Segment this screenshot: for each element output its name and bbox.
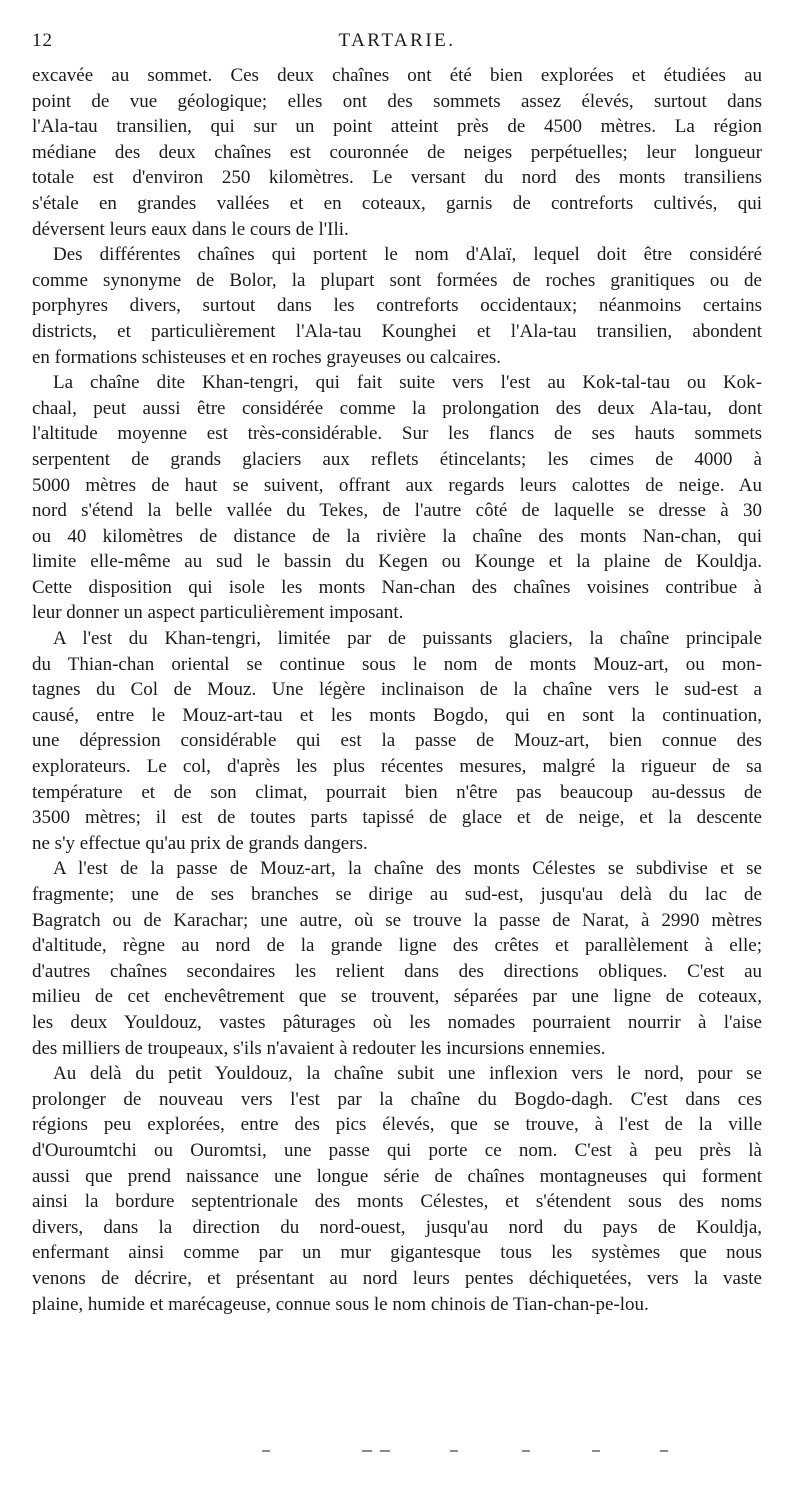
page-number: 12	[32, 30, 53, 51]
text-line: s'étale en grandes vallées et en coteaux, garnis de contreforts cultivés, qui	[32, 192, 762, 214]
text-line: une dépression considérable qui est la passe de Mouz-art, bien connue des	[32, 730, 762, 752]
text-line: districts, et particulièrement l'Ala-tau Kounghei et l'Ala-tau transilien, abondent	[32, 320, 762, 342]
paragraph	[32, 626, 762, 856]
text-line: fragmente; une de ses branches se dirige au sud-est, jusqu'au delà du lac de	[32, 884, 762, 905]
text-line: des milliers de troupeaux, s'ils n'avaient à redouter les incursions ennemies.	[32, 1037, 606, 1059]
text-line: déversent leurs eaux dans le cours de l'Ili.	[32, 218, 349, 240]
text-line: causé, entre le Mouz-art-tau et les monts Bogdo, qui en sont la continuation,	[32, 704, 762, 726]
footer-printer-marks	[250, 1450, 710, 1454]
text-line: serpentent de grands glaciers aux reflets étincelants; les cimes de 4000 à	[32, 448, 762, 470]
text-line: aussi que prend naissance une longue série de chaînes montagneuses qui forment	[32, 1165, 762, 1187]
text-line: prolonger de nouveau vers l'est par la chaîne du Bogdo-dagh. C'est dans ces	[32, 1088, 762, 1110]
text-line: Au delà du petit Youldouz, la chaîne subit une inflexion vers le nord, pour se	[53, 1063, 762, 1085]
text-line: excavée au sommet. Ces deux chaînes ont été bien explorées et étudiées au	[32, 65, 762, 86]
text-line: porphyres divers, surtout dans les contreforts occidentaux; néanmoins certains	[32, 295, 762, 317]
text-line: A l'est de la passe de Mouz-art, la chaîne des monts Célestes se subdivise et se	[53, 858, 762, 880]
body-text	[32, 63, 762, 1317]
text-line: chaal, peut aussi être considérée comme la prolongation des deux Ala-tau, dont	[32, 397, 762, 419]
text-line: l'altitude moyenne est très-considérable. Sur les flancs de ses hauts sommets	[32, 423, 762, 445]
text-line: en formations schisteuses et en roches grayeuses ou calcaires.	[32, 346, 502, 368]
text-line: médiane des deux chaînes est couronnée de neiges perpétuelles; leur longueur	[32, 141, 762, 163]
text-line: nord s'étend la belle vallée du Tekes, de l'autre côté de laquelle se dresse à 30	[32, 500, 762, 522]
text-line: comme synonyme de Bolor, la plupart sont formées de roches granitiques ou de	[32, 269, 762, 291]
text-line: l'Ala-tau transilien, qui sur un point atteint près de 4500 mètres. La région	[32, 116, 762, 138]
text-line: ou 40 kilomètres de distance de la rivière la chaîne des monts Nan-chan, qui	[32, 525, 762, 547]
text-line: ainsi la bordure septentrionale des monts Célestes, et s'étendent sous des noms	[32, 1191, 762, 1213]
text-line: leur donner un aspect particulièrement imposant.	[32, 602, 404, 624]
text-line: Des différentes chaînes qui portent le nom d'Alaï, lequel doit être considéré	[53, 244, 762, 266]
text-line: du Thian-chan oriental se continue sous le nom de monts Mouz-art, ou mon-	[32, 653, 762, 675]
text-line: régions peu explorées, entre des pics élevés, que se trouve, à l'est de la ville	[32, 1114, 762, 1136]
text-line: d'Ouroumtchi ou Ouromtsi, une passe qui porte ce nom. C'est à peu près là	[32, 1139, 762, 1161]
text-line: divers, dans la direction du nord-ouest, jusqu'au nord du pays de Kouldja,	[32, 1216, 762, 1238]
text-line: Cette disposition qui isole les monts Nan-chan des chaînes voisines contribue à	[32, 576, 762, 598]
text-line: La chaîne dite Khan-tengri, qui fait suite vers l'est au Kok-tal-tau ou Kok-	[53, 372, 762, 394]
page-header	[32, 30, 762, 60]
paragraph	[32, 242, 762, 370]
text-line: explorateurs. Le col, d'après les plus récentes mesures, malgré la rigueur de sa	[32, 756, 762, 778]
paragraph	[32, 856, 762, 1061]
text-line: 3500 mètres; il est de toutes parts tapissé de glace et de neige, et la descente	[32, 807, 762, 829]
text-line: Bagratch ou de Karachar; une autre, où se trouve la passe de Narat, à 2990 mètres	[32, 909, 762, 931]
text-line: tagnes du Col de Mouz. Une légère inclinaison de la chaîne vers le sud-est a	[32, 679, 762, 701]
text-line: A l'est du Khan-tengri, limitée par de puissants glaciers, la chaîne principale	[53, 628, 762, 650]
running-title: TARTARIE.	[338, 30, 456, 51]
paragraph	[32, 63, 762, 242]
paragraph	[32, 1061, 762, 1317]
text-line: d'altitude, règne au nord de la grande ligne des crêtes et parallèlement à elle;	[32, 935, 762, 957]
text-line: limite elle-même au sud le bassin du Kegen ou Kounge et la plaine de Kouldja.	[32, 551, 762, 573]
text-line: milieu de cet enchevêtrement que se trouvent, séparées par une ligne de coteaux,	[32, 986, 762, 1008]
text-line: d'autres chaînes secondaires les relient dans des directions obliques. C'est au	[32, 960, 762, 982]
text-line: les deux Youldouz, vastes pâturages où les nomades pourraient nourrir à l'aise	[32, 1011, 762, 1033]
paragraph	[32, 370, 762, 626]
text-line: température et de son climat, pourrait bien n'être pas beaucoup au-dessus de	[32, 781, 762, 803]
text-line: ne s'y effectue qu'au prix de grands dangers.	[32, 832, 368, 854]
text-line: plaine, humide et marécageuse, connue sous le nom chinois de Tian-chan-pe-lou.	[32, 1293, 649, 1315]
text-line: point de vue géologique; elles ont des sommets assez élevés, surtout dans	[32, 90, 762, 112]
text-line: enfermant ainsi comme par un mur gigantesque tous les systèmes que nous	[32, 1242, 762, 1264]
text-line: 5000 mètres de haut se suivent, offrant aux regards leurs calottes de neige. Au	[32, 474, 762, 496]
text-line: venons de décrire, et présentant au nord leurs pentes déchiquetées, vers la vaste	[32, 1267, 762, 1289]
text-line: totale est d'environ 250 kilomètres. Le versant du nord des monts transiliens	[32, 167, 762, 189]
